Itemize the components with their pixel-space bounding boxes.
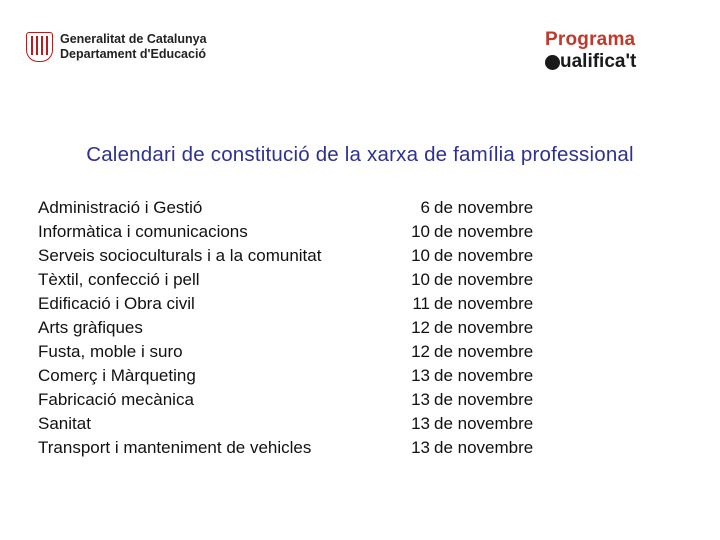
program-name: ualifica't — [560, 51, 637, 72]
family-name: Fusta, moble i suro — [38, 342, 183, 361]
programa-qualificat-logo — [545, 29, 675, 73]
q-logo-icon — [545, 55, 560, 70]
family-name: Sanitat — [38, 414, 91, 433]
family-name: Tèxtil, confecció i pell — [38, 270, 200, 289]
org-line-2: Departament d'Educació — [60, 47, 207, 61]
date-day: 12 — [411, 342, 430, 361]
date-day: 10 — [411, 222, 430, 241]
list-item — [38, 196, 558, 220]
generalitat-seal-icon — [26, 32, 53, 62]
list-item — [38, 244, 558, 268]
page-title: Calendari de constitució de la xarxa de família professional — [86, 143, 634, 166]
date-month: de novembre — [434, 270, 534, 289]
date-day: 10 — [411, 270, 430, 289]
generalitat-logo — [26, 32, 207, 62]
date-month: de novembre — [434, 318, 534, 337]
date-month: de novembre — [434, 438, 534, 457]
family-name: Administració i Gestió — [38, 198, 203, 217]
program-word: Programa — [545, 29, 636, 50]
list-item — [38, 316, 558, 340]
date-month: de novembre — [434, 366, 534, 385]
list-item — [38, 340, 558, 364]
date-month: de novembre — [434, 198, 534, 217]
list-item — [38, 220, 558, 244]
family-name: Informàtica i comunicacions — [38, 222, 248, 241]
family-name: Edificació i Obra civil — [38, 294, 195, 313]
date-day: 13 — [411, 414, 430, 433]
list-item — [38, 436, 558, 460]
date-month: de novembre — [434, 342, 534, 361]
date-day: 6 — [420, 198, 430, 217]
list-item — [38, 388, 558, 412]
calendar-list — [38, 196, 558, 460]
date-day: 13 — [411, 366, 430, 385]
list-item — [38, 364, 558, 388]
list-item — [38, 292, 558, 316]
date-month: de novembre — [434, 246, 534, 265]
list-item — [38, 268, 558, 292]
date-month: de novembre — [434, 294, 534, 313]
date-day: 10 — [411, 246, 430, 265]
family-name: Comerç i Màrqueting — [38, 366, 196, 385]
date-day: 12 — [411, 318, 430, 337]
family-name: Arts gràfiques — [38, 318, 143, 337]
org-line-1: Generalitat de Catalunya — [60, 32, 207, 46]
family-name: Serveis socioculturals i a la comunitat — [38, 246, 322, 265]
organization-name — [60, 32, 207, 62]
date-month: de novembre — [434, 390, 534, 409]
family-name: Transport i manteniment de vehicles — [38, 438, 312, 457]
date-day: 11 — [412, 294, 430, 313]
family-name: Fabricació mecànica — [38, 390, 194, 409]
list-item — [38, 412, 558, 436]
date-month: de novembre — [434, 222, 534, 241]
date-day: 13 — [411, 438, 430, 457]
date-month: de novembre — [434, 414, 534, 433]
date-day: 13 — [411, 390, 430, 409]
